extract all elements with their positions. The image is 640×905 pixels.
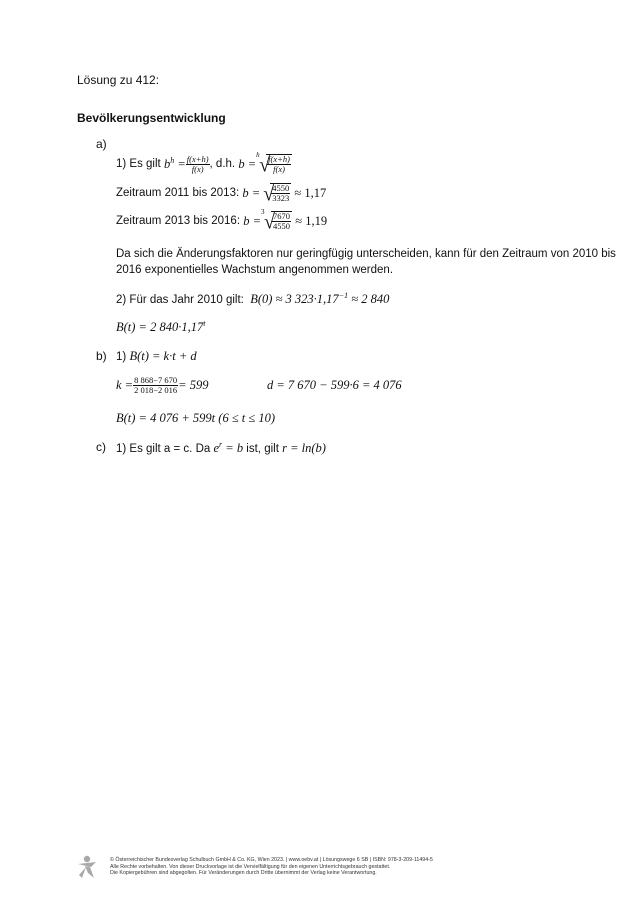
part-a-line2: Zeitraum 2011 bis 2013: b = √ $\frac{4550}{3323}$ ≈ 1,17: [116, 182, 327, 206]
root-symbol: h √ $\frac{f(x+h)}{f(x)}$: [256, 151, 290, 177]
part-b-line1: 1) B(t) = k·t + d: [116, 349, 197, 363]
part-b-line3: B(t) = 4 076 + 599t (6 ≤ t ≤ 10): [116, 411, 276, 425]
part-a-paragraph-line2: 2016 exponentielles Wachstum angenommen werden.: [116, 264, 394, 276]
publisher-logo-icon: [74, 854, 100, 880]
root-symbol: 3 √ $\frac{7670}{4550}$: [261, 208, 291, 234]
part-b-label: b): [96, 349, 107, 363]
part-b-d-equation: d = 7 670 − 599·6 = 4 076: [267, 378, 402, 392]
part-a-line5: B(t) = 2 $840\cdot 1,17^t$: [116, 319, 206, 334]
part-a-line3: Zeitraum 2013 bis 2016: b = 3 √ $\frac{7670}{4550}$ ≈ 1,19: [116, 208, 328, 234]
part-a-paragraph-line1: Da sich die Änderungsfaktoren nur geringfügig unterscheiden, kann für den Zeitraum von 2010 bis: [116, 248, 616, 260]
root-symbol: √ $\frac{4550}{3323}$: [263, 182, 290, 206]
part-a-label: a): [96, 137, 107, 151]
footer-copyright: © Österreichischer Bundesverlag Schulbuch GmbH & Co. KG, Wien 2023. | www.oebv.at | Lösungswege 6 SB | ISBN: 978-3-209-11494-5 Alle Rechte vorbehalten. Von dieser Druckvorlage ist die Vervielfältigung für den eigenen Unterrichtsgebrauch gestattet. Die Kopiergebühren sind abgegolten. Für Veränderungen durch Dritte übernimmt der Verlag keine Verantwortung.: [110, 857, 433, 877]
part-a-line1: 1) Es gilt $b^h$ = $\frac{f(x+h)}{f(x)}$ , d.h. b = h √ $\frac{f(x+h)}{f(x)}$: [116, 151, 290, 177]
fraction: $\frac{8 868-7 670}{2 018-2 016}$: [134, 374, 178, 395]
fraction: $\frac{f(x+h)}{f(x)}$: [186, 153, 209, 174]
solution-header: Lösung zu 412:: [77, 73, 160, 87]
part-b-k-equation: k = $\frac{8 868-7 670}{2 018-2 016}$ = 599: [116, 374, 209, 395]
section-title: Bevölkerungsentwicklung: [77, 111, 226, 125]
part-c-line1: 1) Es gilt a = c. Da $e^r = b$ ist, gilt r = ln(b): [116, 440, 326, 455]
part-a-line4: 2) Für das Jahr 2010 gilt: B(0) ≈ 3 $323\cdot 1,17^{-1} \approx 2$ 840: [116, 291, 390, 306]
part-c-label: c): [96, 440, 106, 454]
